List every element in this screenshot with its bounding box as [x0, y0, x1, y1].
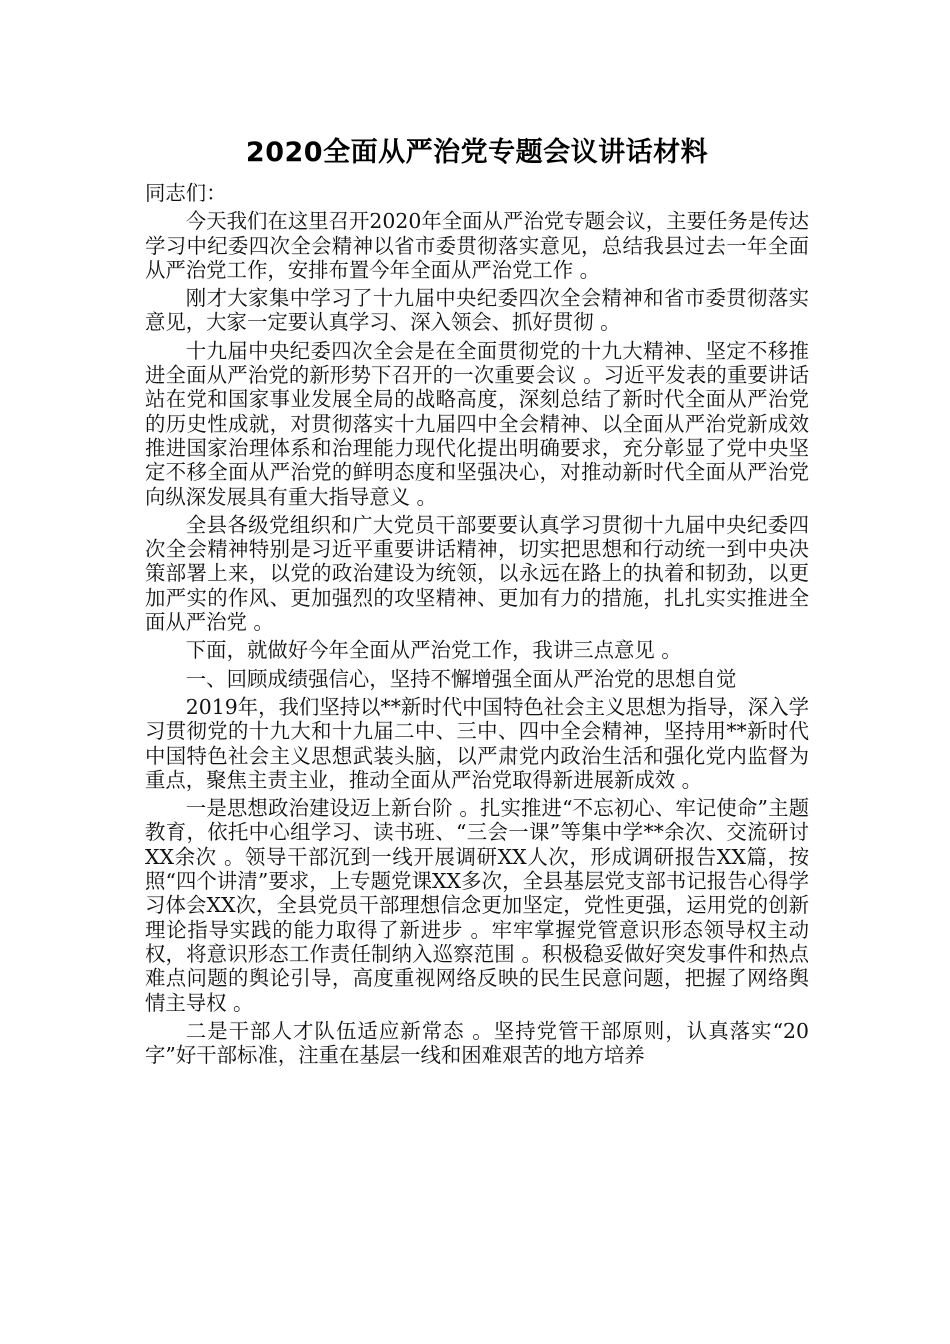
- greeting: 同志们：: [145, 181, 227, 205]
- paragraph-intro: 今天我们在这里召开2020年全面从严治党专题会议，主要任务是传达学习中纪委四次全会精神以省市委贯彻落实意见，总结我县过去一年全面从严治党工作，安排布置今年全面从严治党工作 。: [145, 209, 809, 282]
- document-title: 2020全面从严治党专题会议讲话材料: [245, 137, 709, 168]
- paragraph-plenary: 十九届中央纪委四次全会是在全面贯彻党的十九大精神、坚定不移推进全面从严治党的新形势下召开的一次重要会议 。习近平发表的重要讲话站在党和国家事业发展全局的战略高度，深刻总结了新时代全面从严治党的历史性成就，对贯彻落实十九届四中全会精神、以全面从严治党新成效推进国家治理体系和治理能力现代化提出明确要求，充分彰显了党中央坚定不移全面从严治党的鲜明态度和坚强决心，对推动新时代全面从严治党向纵深发展具有重大指导意义 。: [145, 338, 809, 509]
- paragraph-study: 刚才大家集中学习了十九届中央纪委四次全会精神和省市委贯彻落实意见，大家一定要认真学习、深入领会、抓好贯彻 。: [145, 286, 809, 335]
- paragraph-three-points: 下面，就做好今年全面从严治党工作，我讲三点意见 。: [185, 638, 682, 663]
- paragraph-cadre-team: 二是干部人才队伍适应新常态 。坚持党管干部原则，认真落实“20字”好干部标准，注重在基层一线和困难艰苦的地方培养: [145, 1018, 809, 1068]
- paragraph-requirements: 全县各级党组织和广大党员干部要要认真学习贯彻十九届中央纪委四次全会精神特别是习近平重要讲话精神，切实把思想和行动统一到中央决策部署上来，以党的政治建设为统领，以永远在路上的执着和韧劲，以更加严实的作风、更加强烈的攻坚精神、更加有力的措施，扎扎实实推进全面从严治党 。: [145, 512, 809, 635]
- section-heading-1: 一、回顾成绩强信心，坚持不懈增强全面从严治党的思想自觉: [185, 666, 737, 691]
- document-page: [145, 133, 809, 1071]
- paragraph-2019-review: 2019年，我们坚持以**新时代中国特色社会主义思想为指导，深入学习贯彻党的十九大和十九届二中、三中、四中全会精神，坚持用**新时代中国特色社会主义思想武装头脑，以严肃党内政治生活和强化党内监督为重点，聚焦主责主业，推动全面从严治党取得新进展新成效 。: [145, 694, 809, 792]
- paragraph-ideological-building: 一是思想政治建设迈上新台阶 。扎实推进“不忘初心、牢记使命”主题教育，依托中心组学习、读书班、“三会一课”等集中学**余次、交流研讨XX余次 。领导干部沉到一线开展调研XX人次，形成调研报告XX篇，按照“四个讲清”要求，上专题党课XX多次，全县基层党支部书记报告心得学习体会XX次，全县党员干部理想信念更加坚定，党性更强，运用党的创新理论指导实践的能力取得了新进步 。牢牢掌握党管意识形态领导权主动权，将意识形态工作责任制纳入巡察范围 。积极稳妥做好突发事件和热点难点问题的舆论引导，高度重视网络反映的民生民意问题，把握了网络舆情主导权 。: [145, 796, 809, 1015]
